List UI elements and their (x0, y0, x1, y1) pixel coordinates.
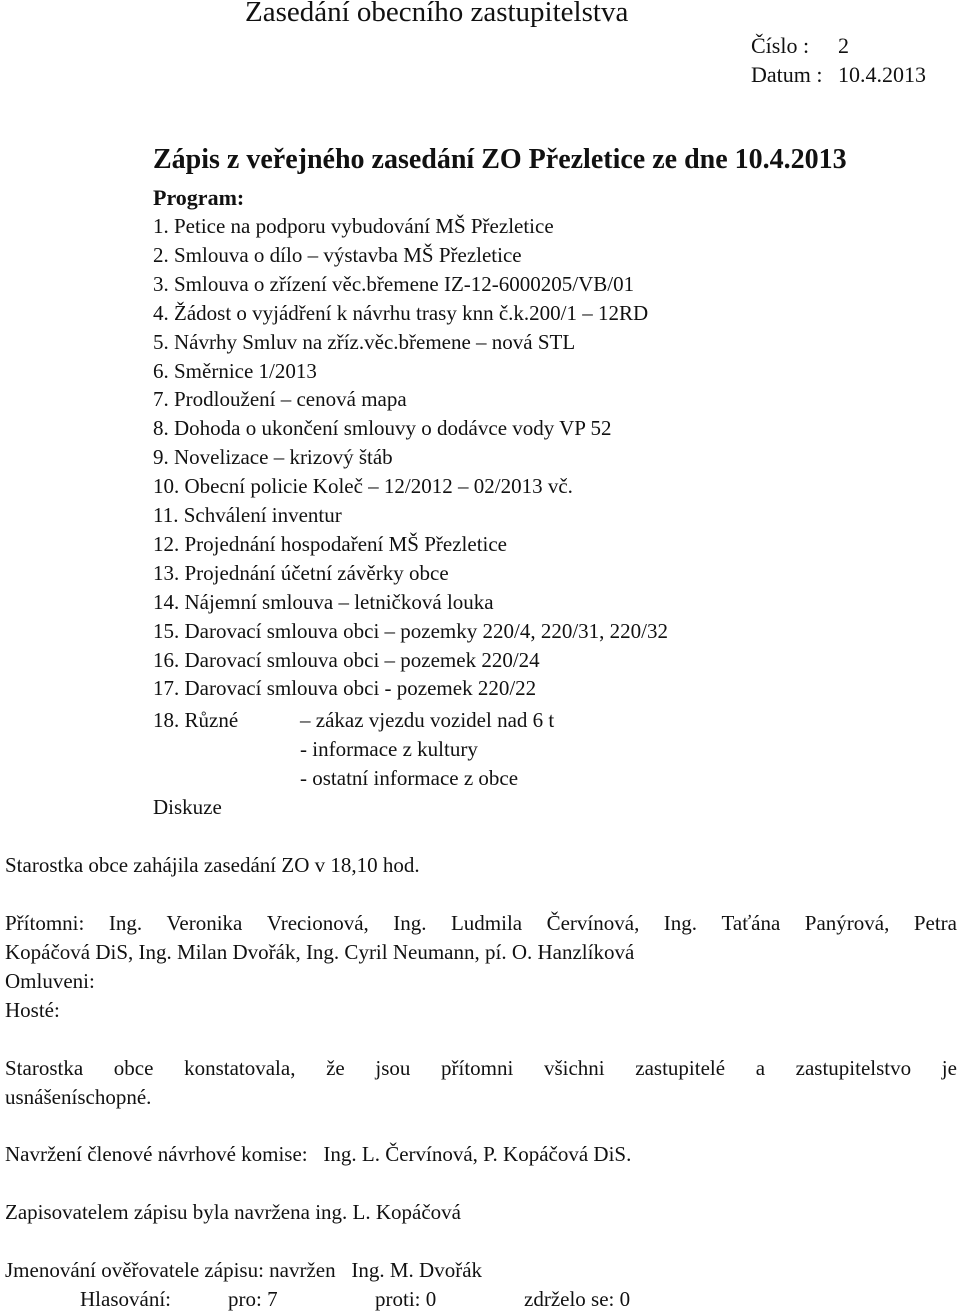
program-item: 12. Projednání hospodaření MŠ Přezletice (153, 531, 508, 556)
date-label: Datum : (751, 62, 823, 87)
present-line-2: Kopáčová DiS, Ing. Milan Dvořák, Ing. Cyril Neumann, pí. O. Hanzlíková (5, 940, 635, 964)
word: přítomni (441, 1056, 514, 1080)
word: Panýrová, (804, 911, 890, 935)
excused-label: Omluveni: (5, 969, 95, 993)
number-label: Číslo : (751, 33, 810, 58)
program-item: 10. Obecní policie Koleč – 12/2012 – 02/2013 vč. (153, 474, 573, 499)
word: všichni (543, 1056, 605, 1080)
word: Veronika (166, 911, 243, 935)
vote-for: pro: 7 (228, 1287, 278, 1311)
verifier-proposal: Jmenování ověřovatele zápisu: navržen Ing. M. Dvořák (5, 1258, 483, 1282)
program-item-18: 18. Různé (153, 708, 239, 732)
word: obce (113, 1056, 154, 1080)
word: Taťána (721, 911, 781, 935)
program-item: 17. Darovací smlouva obci - pozemek 220/22 (153, 676, 537, 701)
program-item-18-sub-1: – zákaz vjezdu vozidel nad 6 t (300, 708, 555, 732)
word: zastupitelstvo (795, 1056, 912, 1080)
number-value: 2 (838, 33, 849, 58)
recorder-proposal: Zapisovatelem zápisu byla navržena ing. L. Kopáčová (5, 1200, 461, 1224)
word: Ing. (108, 911, 143, 935)
program-item: 5. Návrhy Smluv na zříz.věc.břemene – nová STL (153, 329, 576, 354)
program-item: 11. Schválení inventur (153, 503, 342, 527)
word: Ing. (663, 911, 698, 935)
vote-abstain: zdrželo se: 0 (524, 1287, 631, 1311)
guests-label: Hosté: (5, 998, 60, 1022)
quorum-line-1 (5, 1054, 957, 1082)
word: zastupitelé (635, 1056, 726, 1080)
program-item: 2. Smlouva o dílo – výstavba MŠ Přezletice (153, 242, 522, 267)
program-item: 8. Dohoda o ukončení smlouvy o dodávce vody VP 52 (153, 416, 612, 441)
program-item-18-sub-3: - ostatní informace z obce (300, 766, 519, 790)
program-label: Program: (153, 185, 245, 210)
vote-against: proti: 0 (375, 1287, 437, 1311)
program-item: 1. Petice na podporu vybudování MŠ Přezletice (153, 214, 554, 238)
program-item: 9. Novelizace – krizový štáb (153, 445, 393, 470)
program-item: 4. Žádost o vyjádření k návrhu trasy knn č.k.200/1 – 12RD (153, 300, 649, 325)
program-item-18-sub-2: - informace z kultury (300, 737, 478, 761)
discussion-label: Diskuze (153, 795, 222, 819)
date-value: 10.4.2013 (838, 62, 926, 87)
opening-statement: Starostka obce zahájila zasedání ZO v 18,10 hod. (5, 853, 420, 877)
committee-proposal: Navržení členové návrhové komise: Ing. L. Červínová, P. Kopáčová DiS. (5, 1142, 632, 1166)
present-line-1 (5, 909, 957, 937)
program-item: 7. Prodloužení – cenová mapa (153, 387, 407, 412)
word: Petra (913, 911, 957, 935)
program-item: 6. Směrnice 1/2013 (153, 358, 317, 383)
program-item: 3. Smlouva o zřízení věc.břemene IZ-12-6000205/VB/01 (153, 271, 635, 296)
word: a (755, 1056, 766, 1080)
word: je (941, 1056, 957, 1080)
quorum-line-2: usnášeníschopné. (5, 1085, 152, 1109)
word: Starostka (5, 1056, 84, 1080)
program-item: 13. Projednání účetní závěrky obce (153, 560, 449, 585)
document-title: Zasedání obecního zastupitelstva (245, 0, 629, 28)
word: konstatovala, (184, 1056, 296, 1080)
program-item: 14. Nájemní smlouva – letničková louka (153, 589, 494, 614)
word: Vrecionová, (266, 911, 369, 935)
word: Ing. (393, 911, 427, 935)
word: Přítomni: (5, 911, 85, 935)
word: že (326, 1056, 345, 1080)
vote-label: Hlasování: (80, 1287, 171, 1311)
word: jsou (375, 1056, 411, 1080)
minutes-heading: Zápis z veřejného zasedání ZO Přezletice ze dne 10.4.2013 (153, 144, 847, 175)
program-item: 15. Darovací smlouva obci – pozemky 220/4, 220/31, 220/32 (153, 618, 669, 643)
program-item: 16. Darovací smlouva obci – pozemek 220/24 (153, 647, 540, 672)
word: Ludmila (450, 911, 523, 935)
word: Červínová, (546, 911, 640, 935)
